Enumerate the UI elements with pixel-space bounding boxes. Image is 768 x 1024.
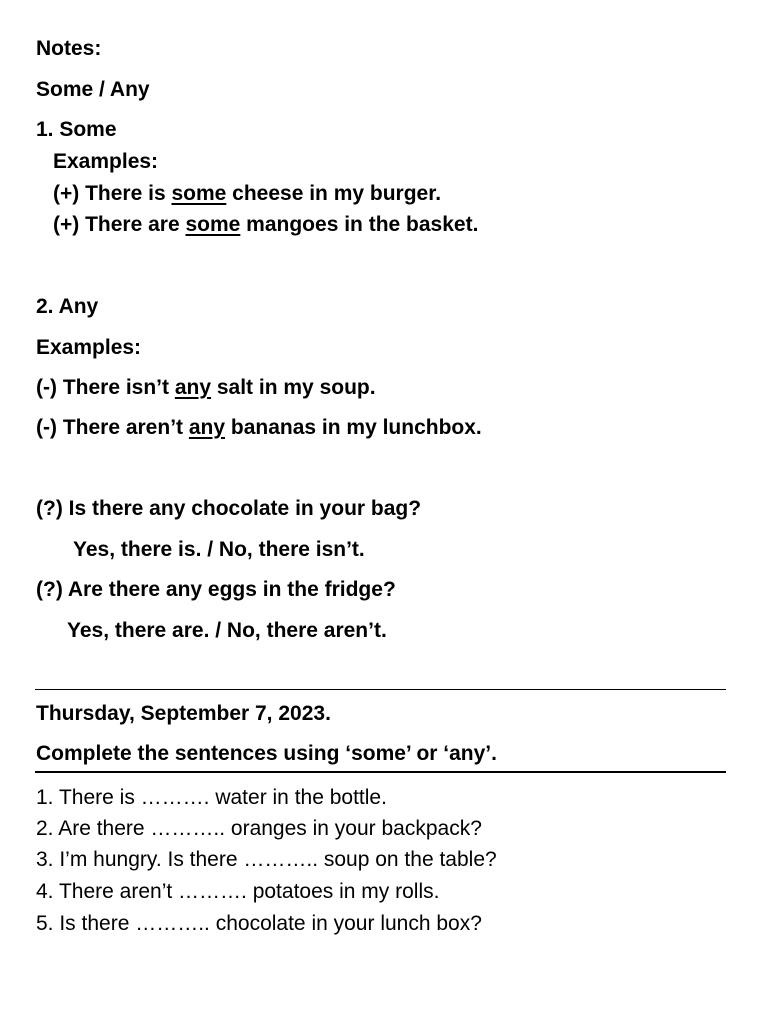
exercise-instruction: Complete the sentences using ‘some’ or ‘any’.	[36, 742, 497, 765]
any-examples-label: Examples:	[36, 336, 142, 359]
example-text-post: mangoes in the basket.	[240, 213, 479, 236]
exercise-item: 5. Is there ……….. chocolate in your lunch box?	[36, 912, 482, 935]
any-example-2	[36, 416, 482, 440]
example-text-pre: (+) There is	[53, 182, 172, 205]
divider-top	[35, 689, 726, 690]
example-text-post: cheese in my burger.	[226, 182, 442, 205]
keyword-any: any	[174, 376, 212, 399]
example-text-pre: (-) There isn’t	[36, 376, 175, 399]
divider-bottom	[35, 771, 726, 773]
topic-title: Some / Any	[36, 78, 150, 101]
example-text-pre: (-) There aren’t	[36, 416, 189, 439]
some-example-1	[53, 182, 441, 206]
example-text-post: salt in my soup.	[211, 376, 376, 399]
example-text-pre: (+) There are	[53, 213, 186, 236]
question-example-1: (?) Is there any chocolate in your bag?	[36, 497, 422, 520]
exercise-item: 3. I’m hungry. Is there ……….. soup on the table?	[36, 848, 497, 871]
exercise-item: 2. Are there ……….. oranges in your backpack?	[36, 817, 482, 840]
exercise-item: 1. There is ………. water in the bottle.	[36, 786, 387, 809]
keyword-some: some	[171, 182, 227, 205]
answer-example-1: Yes, there is. / No, there isn’t.	[73, 538, 365, 561]
notes-heading: Notes:	[36, 37, 102, 60]
keyword-some: some	[185, 213, 241, 236]
some-section-title: 1. Some	[36, 118, 117, 141]
some-example-2	[53, 213, 478, 237]
any-example-1	[36, 376, 376, 400]
example-text-post: bananas in my lunchbox.	[225, 416, 482, 439]
keyword-any: any	[188, 416, 226, 439]
answer-example-2: Yes, there are. / No, there aren’t.	[67, 619, 387, 642]
question-example-2: (?) Are there any eggs in the fridge?	[36, 578, 396, 601]
some-examples-label: Examples:	[53, 150, 159, 173]
exercise-date: Thursday, September 7, 2023.	[36, 702, 331, 725]
any-section-title: 2. Any	[36, 295, 99, 318]
exercise-item: 4. There aren’t ………. potatoes in my rolls.	[36, 880, 440, 903]
